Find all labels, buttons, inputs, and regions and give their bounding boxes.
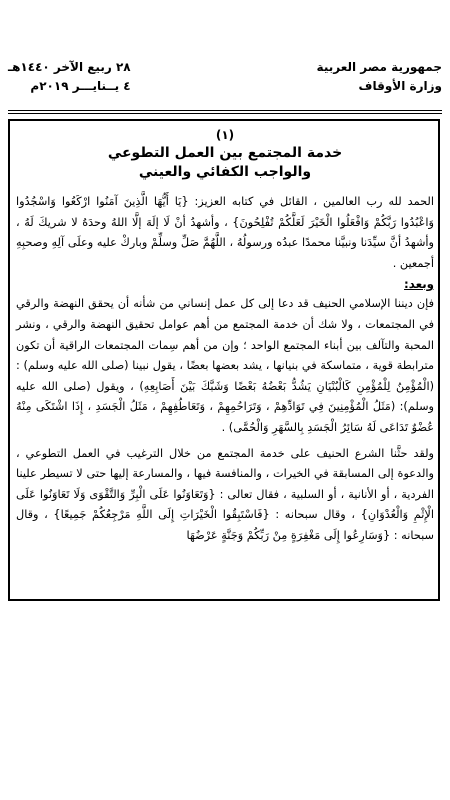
issuer-block	[317, 58, 442, 96]
country-name: جمهورية مصر العربية	[316, 60, 442, 74]
header-divider-secondary	[8, 113, 442, 114]
sermon-title-line1: خدمة المجتمع بين العمل التطوعي	[107, 145, 343, 161]
sermon-number: (١)	[215, 128, 235, 142]
body-paragraph-2: ولقد حثَّنا الشرع الحنيف على خدمة المجتمع من خلال الترغيب في العمل التطوعي ، والدعوة إلى المسابقة في الخيرات ، والمنافسة فيها ، والمسارعة إليها حتى لا تسيطر علينا الفردية ، أو الأنانية ، أو السلبية ، فقال تعالى : {وَتَعَاوَنُوا عَلَى الْبِرِّ وَالتَّقْوَى وَلَا تَعَاوَنُوا عَلَى الْإِثْمِ وَالْعُدْوَانِ} ، وقال سبحانه : {فَاسْتَبِقُوا الْخَيْرَاتِ إِلَى اللَّهِ مَرْجِعُكُمْ جَمِيعًا} ، وقال سبحانه : {وَسَارِعُوا إِلَى مَغْفِرَةٍ مِنْ رَبِّكُمْ وَجَنَّةٍ عَرْضُهَا	[16, 446, 434, 542]
sermon-title-line2: والواجب الكفائي والعيني	[138, 164, 312, 180]
ministry-name: وزارة الأوقاف	[358, 79, 442, 93]
wabaad-heading: وبعد:	[404, 277, 434, 292]
hijri-date: ٢٨ ربيع الآخر ١٤٤٠هـ	[8, 60, 131, 74]
date-block	[8, 58, 131, 96]
page-header	[8, 58, 442, 108]
body-paragraph-1: فإن ديننا الإسلامي الحنيف قد دعا إلى كل عمل إنساني من شأنه أن يحقق النهضة والرقي في المجتمعات ، ولا شك أن خدمة المجتمع من أهم عوامل تحقيق النهضة والرقي ، ونشر المحبة والتآلف بين أبناء المجتمع الواحد ؛ وإن من أهم سِمات المجتمعات الراقية أن تكون مترابطة قوية ، متماسكة في بنيانها ، يشد بعضها بعضًا ، يقول نبينا (صلى الله عليه وسلم) : (الْمُؤْمِنُ لِلْمُؤْمِنِ كَالْبُنْيَانِ يَشُدُّ بَعْضُهُ بَعْضًا وَشَبَّكَ بَيْنَ أَصَابِعِهِ) ، ويقول (صلى الله عليه وسلم): (مَثَلُ الْمُؤْمِنِينَ فِي تَوَادِّهِمْ ، وَتَرَاحُمِهِمْ ، وَتَعَاطُفِهِمْ ، مَثَلُ الْجَسَدِ ، إِذَا اشْتَكَى مِنْهُ عُضْوٌ تَدَاعَى لَهُ سَائِرُ الْجَسَدِ بِالسَّهَرِ وَالْحُمَّى) .	[16, 297, 434, 434]
header-divider	[8, 110, 442, 111]
gregorian-date: ٤ يــنايـــر ٢٠١٩م	[30, 79, 131, 93]
intro-paragraph: الحمد لله رب العالمين ، القائل في كتابه العزيز: {يَا أَيُّهَا الَّذِينَ آمَنُوا ارْكَعُوا وَاسْجُدُوا وَاعْبُدُوا رَبَّكُمْ وَافْعَلُوا الْخَيْرَ لَعَلَّكُمْ تُفْلِحُونَ} ، وأشهدُ أنْ لَا إلَهَ إلَّا اللهُ وحدَهُ لا شريكَ لَهُ ، وأشهدُ أنَّ سيِّدَنا ونبيَّنا محمدًا عبدُه ورسولُهُ ، اللَّهُمَّ صَلِّ وسلِّمْ وباركْ عليه وعلَى آلِهِ وصحبِهِ أجمعين .	[16, 195, 434, 270]
sermon-body	[16, 122, 434, 547]
